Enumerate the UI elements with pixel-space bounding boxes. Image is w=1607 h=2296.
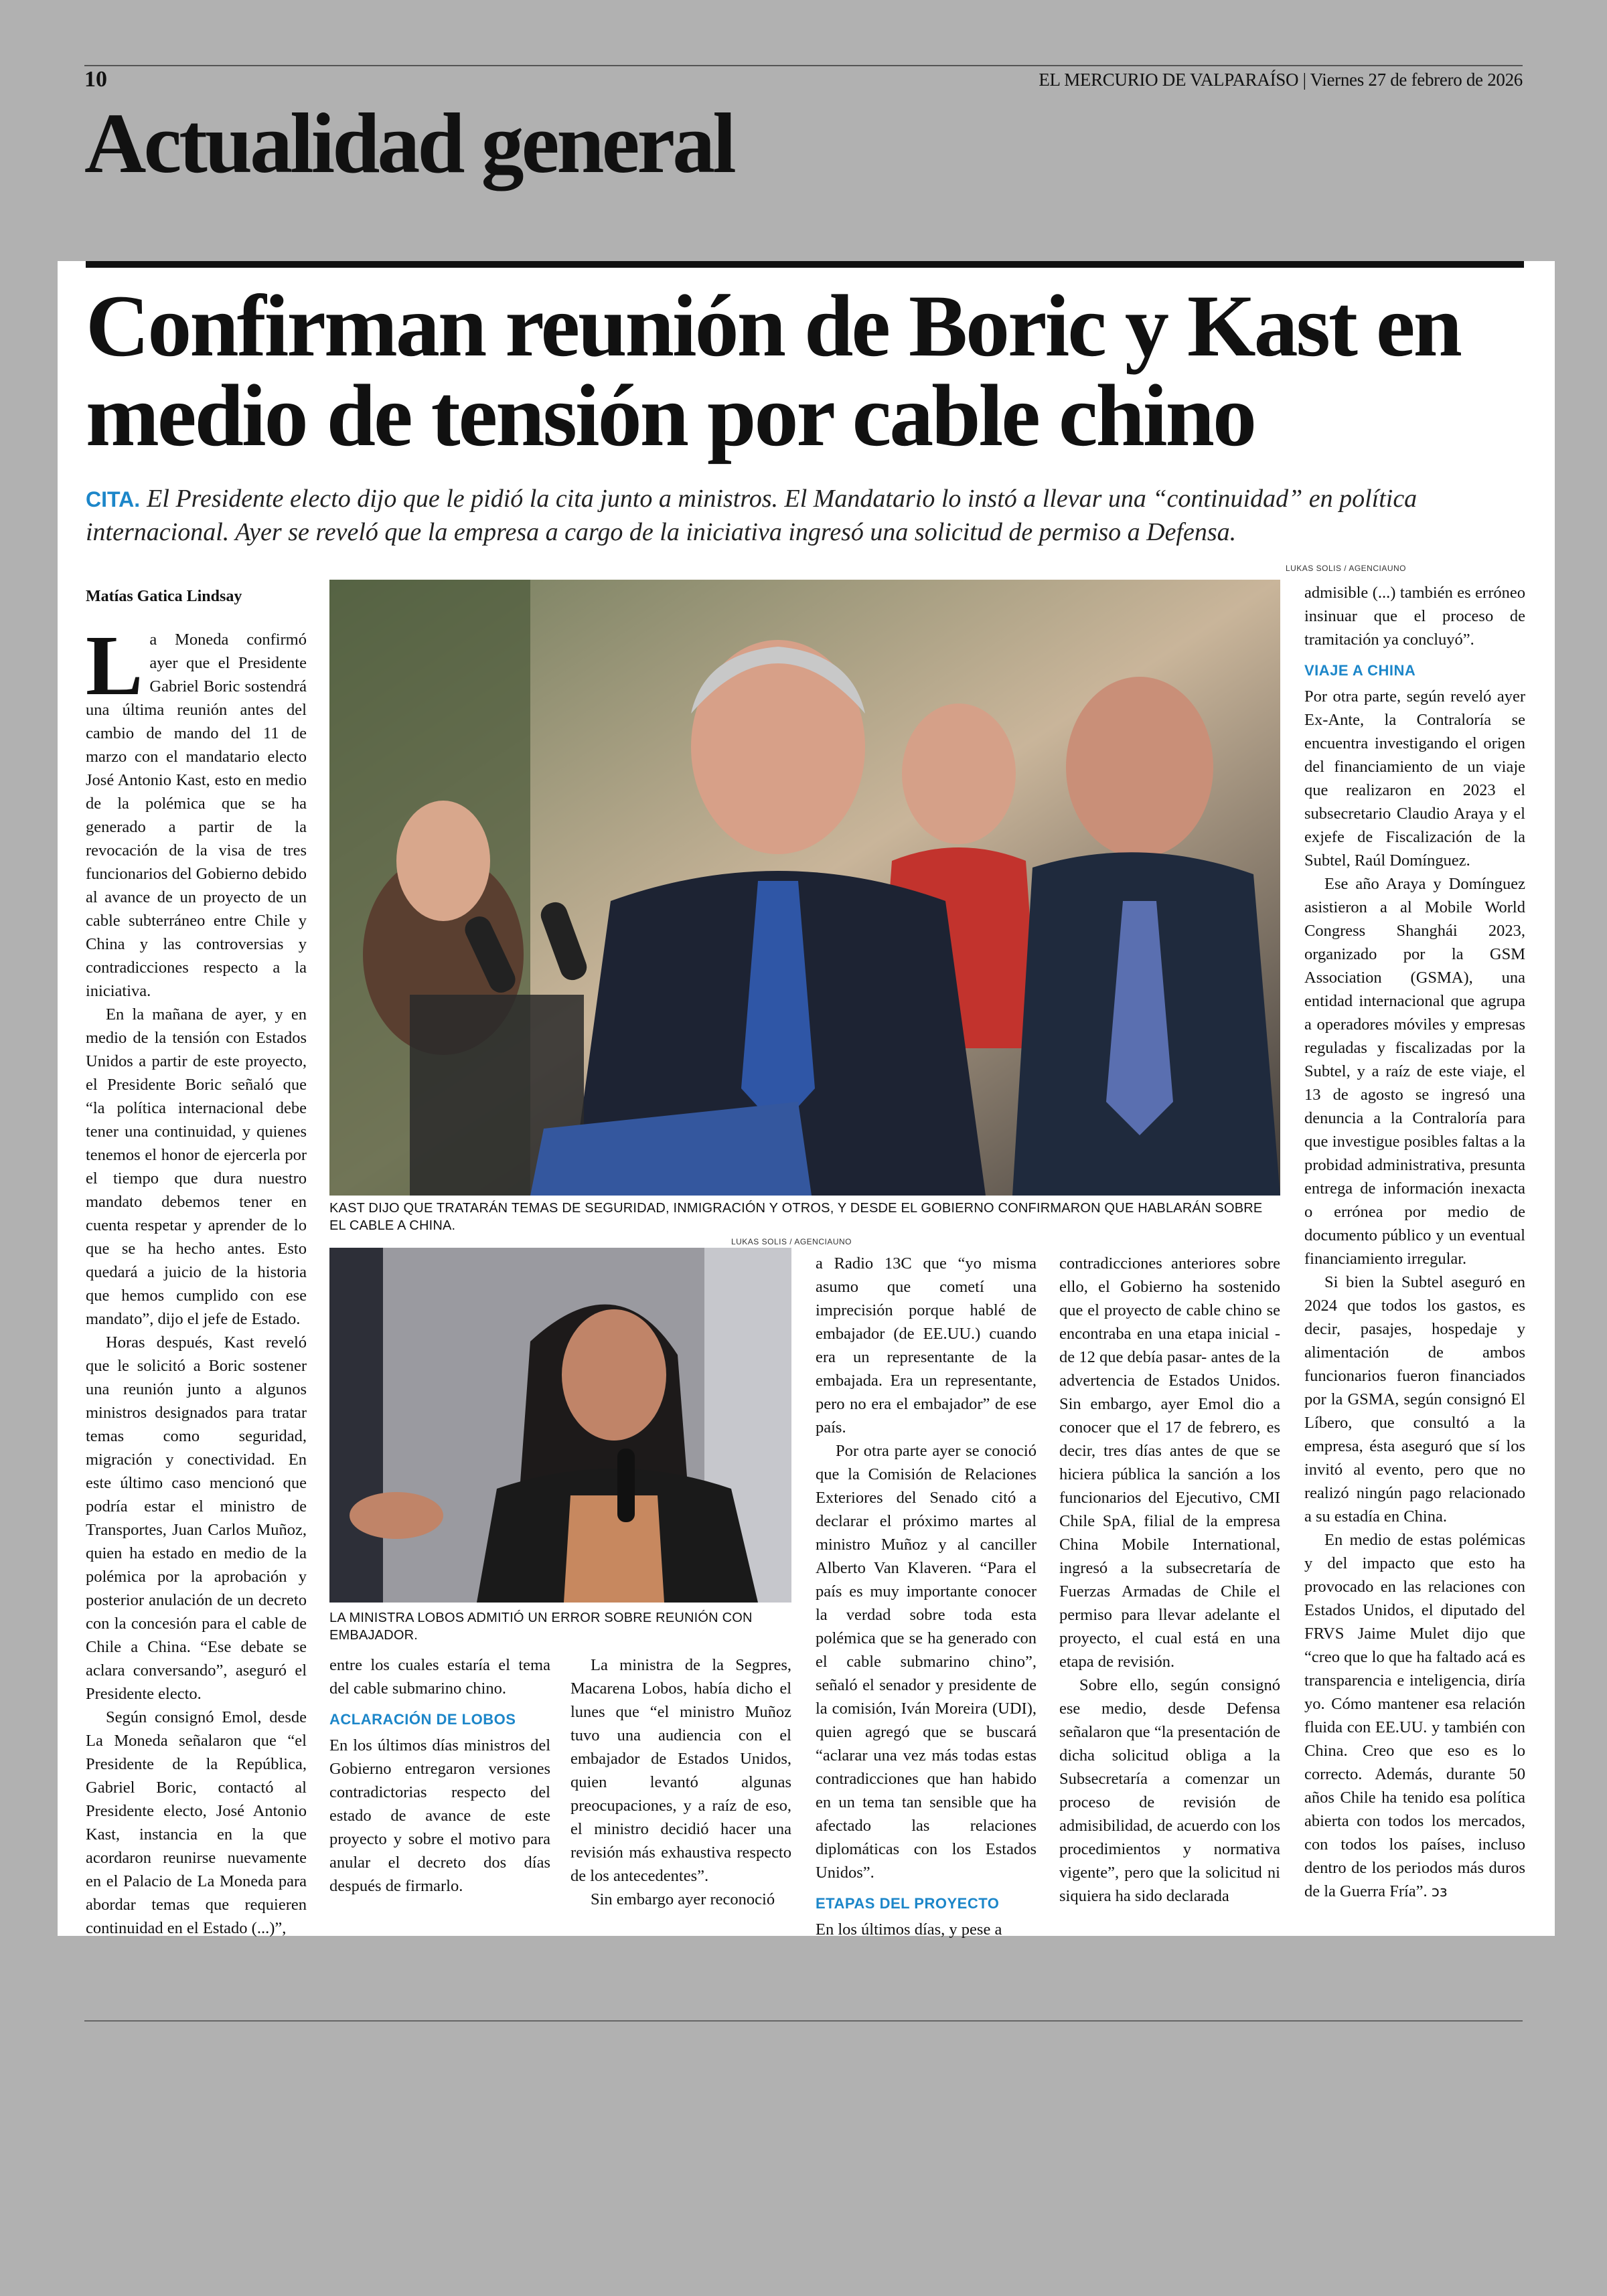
col1-paragraph-4: Según consignó Emol, desde La Moneda señalaron que “el Presidente de la República, Gabriel Boric, contactó al Presidente electo, José Antonio Kast, instancia en la que acordaron reunirse nuevamente en el Palacio de La Moneda para abordar temas que requieren continuidad en el Estado (...)”, <box>86 1708 307 1937</box>
col2-subhead: ACLARACIÓN DE LOBOS <box>329 1711 516 1728</box>
col2-paragraph-1: entre los cuales estaría el tema del cable submarino chino. <box>329 1656 550 1698</box>
lobos-press-photo <box>329 1248 791 1603</box>
top-rule <box>84 65 1523 66</box>
headline: Confirman reunión de Boric y Kast en medio de tensión por cable chino <box>86 276 1460 465</box>
column-5 <box>1059 1252 1280 1908</box>
second-photo-caption: LA MINISTRA LOBOS ADMITIÓ UN ERROR SOBRE REUNIÓN CON EMBAJADOR. <box>329 1611 753 1643</box>
col4-paragraph-3: En los últimos días, y pese a <box>816 1920 1002 1939</box>
col6-paragraph-3: Ese año Araya y Domínguez asistieron a al Mobile World Congress Shanghái 2023, organizado por la GSM Association (GSMA), una entidad internacional que agrupa a operadores móviles y empresas reguladas y fiscalizadas por la Subtel, y a raíz de este viaje, el 13 de agosto se ingresó una denuncia a la Contraloría para que investigue posibles faltas a la probidad administrativa, presunta entrega de información inexacta o errónea por medio de documento público y un eventual financiamiento irregular. <box>1304 875 1525 1268</box>
column-2 <box>329 1653 550 1898</box>
byline: Matías Gatica Lindsay <box>86 588 242 605</box>
lead-text: El Presidente electo dijo que le pidió la cita junto a ministros. El Mandatario lo instó a llevar una “continuidad” en política internacional. Ayer se reveló que la empresa a cargo de la iniciativa ingresó una solicitud de permiso a Defensa. <box>86 485 1418 546</box>
column-3 <box>570 1653 791 1911</box>
second-photo <box>329 1248 791 1603</box>
col6-paragraph-2: Por otra parte, según reveló ayer Ex-Ante, la Contraloría se encuentra investigando el origen del financiamiento de un viaje que realizaron en 2023 el subsecretario Claudio Araya y el exjefe de Fiscalización de la Subtel, Raúl Domínguez. <box>1304 687 1525 870</box>
column-6 <box>1304 581 1525 1904</box>
photo-credit: LUKAS SOLIS / AGENCIAUNO <box>1285 564 1406 573</box>
main-photo <box>329 580 1280 1196</box>
col5-paragraph-2: Sobre ello, según consignó ese medio, desde Defensa señalaron que “la presentación de dicha solicitud obliga a la Subsecretaría a comenzar un proceso de revisión de admisibilidad, de acuerdo con los procedimientos y normativa vigente”, pero que la solicitud ni siquiera ha sido declarada <box>1059 1676 1280 1905</box>
col5-paragraph-1: contradicciones anteriores sobre ello, el Gobierno ha sostenido que el proyecto de cable chino se encontraba en una etapa inicial -de 12 que debía pasar- antes de la advertencia de Estados Unidos. Sin embargo, ayer Emol dio a conocer que el 17 de febrero, es decir, tres días antes de que se hiciera pública la sanción a los funcionarios del Ejecutivo, CMI Chile SpA, filial de la empresa China Mobile International, ingresó a la subsecretaría de Fuerzas Armadas de Chile el permiso para llevar adelante el proyecto, el cual está en una etapa de revisión. <box>1059 1254 1280 1671</box>
kicker: CITA. <box>86 487 141 511</box>
col1-paragraph-1: La Moneda confirmó ayer que el Presidente Gabriel Boric sostendrá una última reunión antes del cambio de mando del 11 de marzo con el mandatario electo José Antonio Kast, esto en medio de la polémica que se ha generado a partir de la revocación de la visa de tres funcionarios del Gobierno debido al avance de un proyecto de un cable subterráneo entre Chile y China y las controversias y contradicciones respecto a la iniciativa. <box>86 618 307 1000</box>
lead <box>86 482 1525 549</box>
column-4 <box>816 1252 1037 1941</box>
col1-paragraph-3: Horas después, Kast reveló que le solicitó a Boric sostener una reunión junto a algunos ministros designados para tratar temas como seguridad, migración y conectividad. En este último caso mencionó que podría estar el ministro de Transportes, Juan Carlos Muñoz, quien ha estado en medio de la polémica por la aprobación y posterior anulación de un decreto con la concesión para el cable de Chile a China. “Ese debate se aclara conversando”, aseguró el Presidente electo. <box>86 1333 307 1703</box>
col4-subhead: ETAPAS DEL PROYECTO <box>816 1895 1000 1912</box>
col3-paragraph-1: La ministra de la Segpres, Macarena Lobos, había dicho el lunes que “el ministro Muñoz tuvo una audiencia con el embajador de Estados Unidos, quien levantó algunas preocupaciones, y a raíz de eso, el ministro decidió hacer una revisión más exhaustiva respecto de los antecedentes”. <box>570 1656 791 1885</box>
col6-paragraph-1: admisible (...) también es erróneo insinuar que el proceso de tramitación ya concluyó”. <box>1304 584 1525 649</box>
masthead: EL MERCURIO DE VALPARAÍSO | Viernes 27 de febrero de 2026 <box>1039 70 1523 90</box>
col3-paragraph-2: Sin embargo ayer reconoció <box>591 1890 775 1908</box>
dropcap: L <box>86 618 143 713</box>
end-mark-icon: ↄз <box>1431 1884 1448 1900</box>
bottom-rule <box>84 2020 1523 2022</box>
col6-paragraph-4: Si bien la Subtel aseguró en 2024 que todos los gastos, es decir, pasajes, hospedaje y alimentación de ambos funcionarios fueron financiados por la GSMA, según consignó El Líbero, que consultó a la empresa, ésta aseguró que sí los invitó al evento, pero que no realizó ningún pago relacionado a su estadía en China. <box>1304 1273 1525 1526</box>
col2-paragraph-2: En los últimos días ministros del Gobierno entregaron versiones contradictorias respecto del estado de avance de este proyecto y sobre el motivo para anular el decreto dos días después de firmarlo. <box>329 1736 550 1895</box>
col6-subhead: VIAJE A CHINA <box>1304 662 1416 679</box>
article-top-rule <box>86 261 1524 268</box>
photo2-credit: LUKAS SOLIS / AGENCIAUNO <box>731 1237 852 1246</box>
column-1 <box>86 618 307 1940</box>
main-photo-caption: KAST DIJO QUE TRATARÁN TEMAS DE SEGURIDAD, INMIGRACIÓN Y OTROS, Y DESDE EL GOBIERNO CONFIRMARON QUE HABLARÁN SOBRE EL CABLE A CHINA. <box>329 1201 1263 1233</box>
col4-paragraph-2: Por otra parte ayer se conoció que la Comisión de Relaciones Exteriores del Senado citó a declarar el próximo martes al ministro Muñoz y al canciller Alberto Van Klaveren. “Para el país es muy importante conocer la verdad sobre toda esta polémica que se ha generado con el cable submarino chino”, señaló el senador y presidente de la comisión, Iván Moreira (UDI), quien agregó que se buscará “aclarar una vez más todas estas contradicciones que han habido en un tema tan sensible que ha afectado las relaciones diplomáticas con los Estados Unidos”. <box>816 1442 1037 1882</box>
col4-paragraph-1: a Radio 13C que “yo misma asumo que cometí una imprecisión porque hablé de embajador (de EE.UU.) cuando era un representante de la embajada. Era un representante, pero no era el embajador” de ese país. <box>816 1254 1037 1437</box>
article <box>58 261 1555 1939</box>
col1-paragraph-2: En la mañana de ayer, y en medio de la tensión con Estados Unidos a partir de este proyecto, el Presidente Boric señaló que “la política internacional debe tener una continuidad, y quienes tenemos el honor de ejercerla por el tiempo que dura nuestro mandato debemos tener en cuenta respetar y aprender de lo que se ha hecho antes. Esto quedará a juicio de la historia que hemos cumplido con ese mandato”, dijo el jefe de Estado. <box>86 1005 307 1328</box>
kast-press-photo <box>329 580 1280 1196</box>
col6-paragraph-5: En medio de estas polémicas y del impacto que esto ha provocado en las relaciones con Estados Unidos, el diputado del FRVS Jaime Mulet dijo que “creo que lo que ha faltado acá es transparencia e inteligencia, diría yo. Cómo mantener esa relación fluida con EE.UU. y también con China. Creo que eso es lo correcto. Además, durante 50 años Chile ha tenido esa política abierta con todos los mercados, con todos los países, incluso dentro de los periodos más duros de la Guerra Fría”. ↄз <box>1304 1531 1525 1900</box>
section-title: Actualidad general <box>84 96 734 191</box>
page-number: 10 <box>84 67 107 92</box>
